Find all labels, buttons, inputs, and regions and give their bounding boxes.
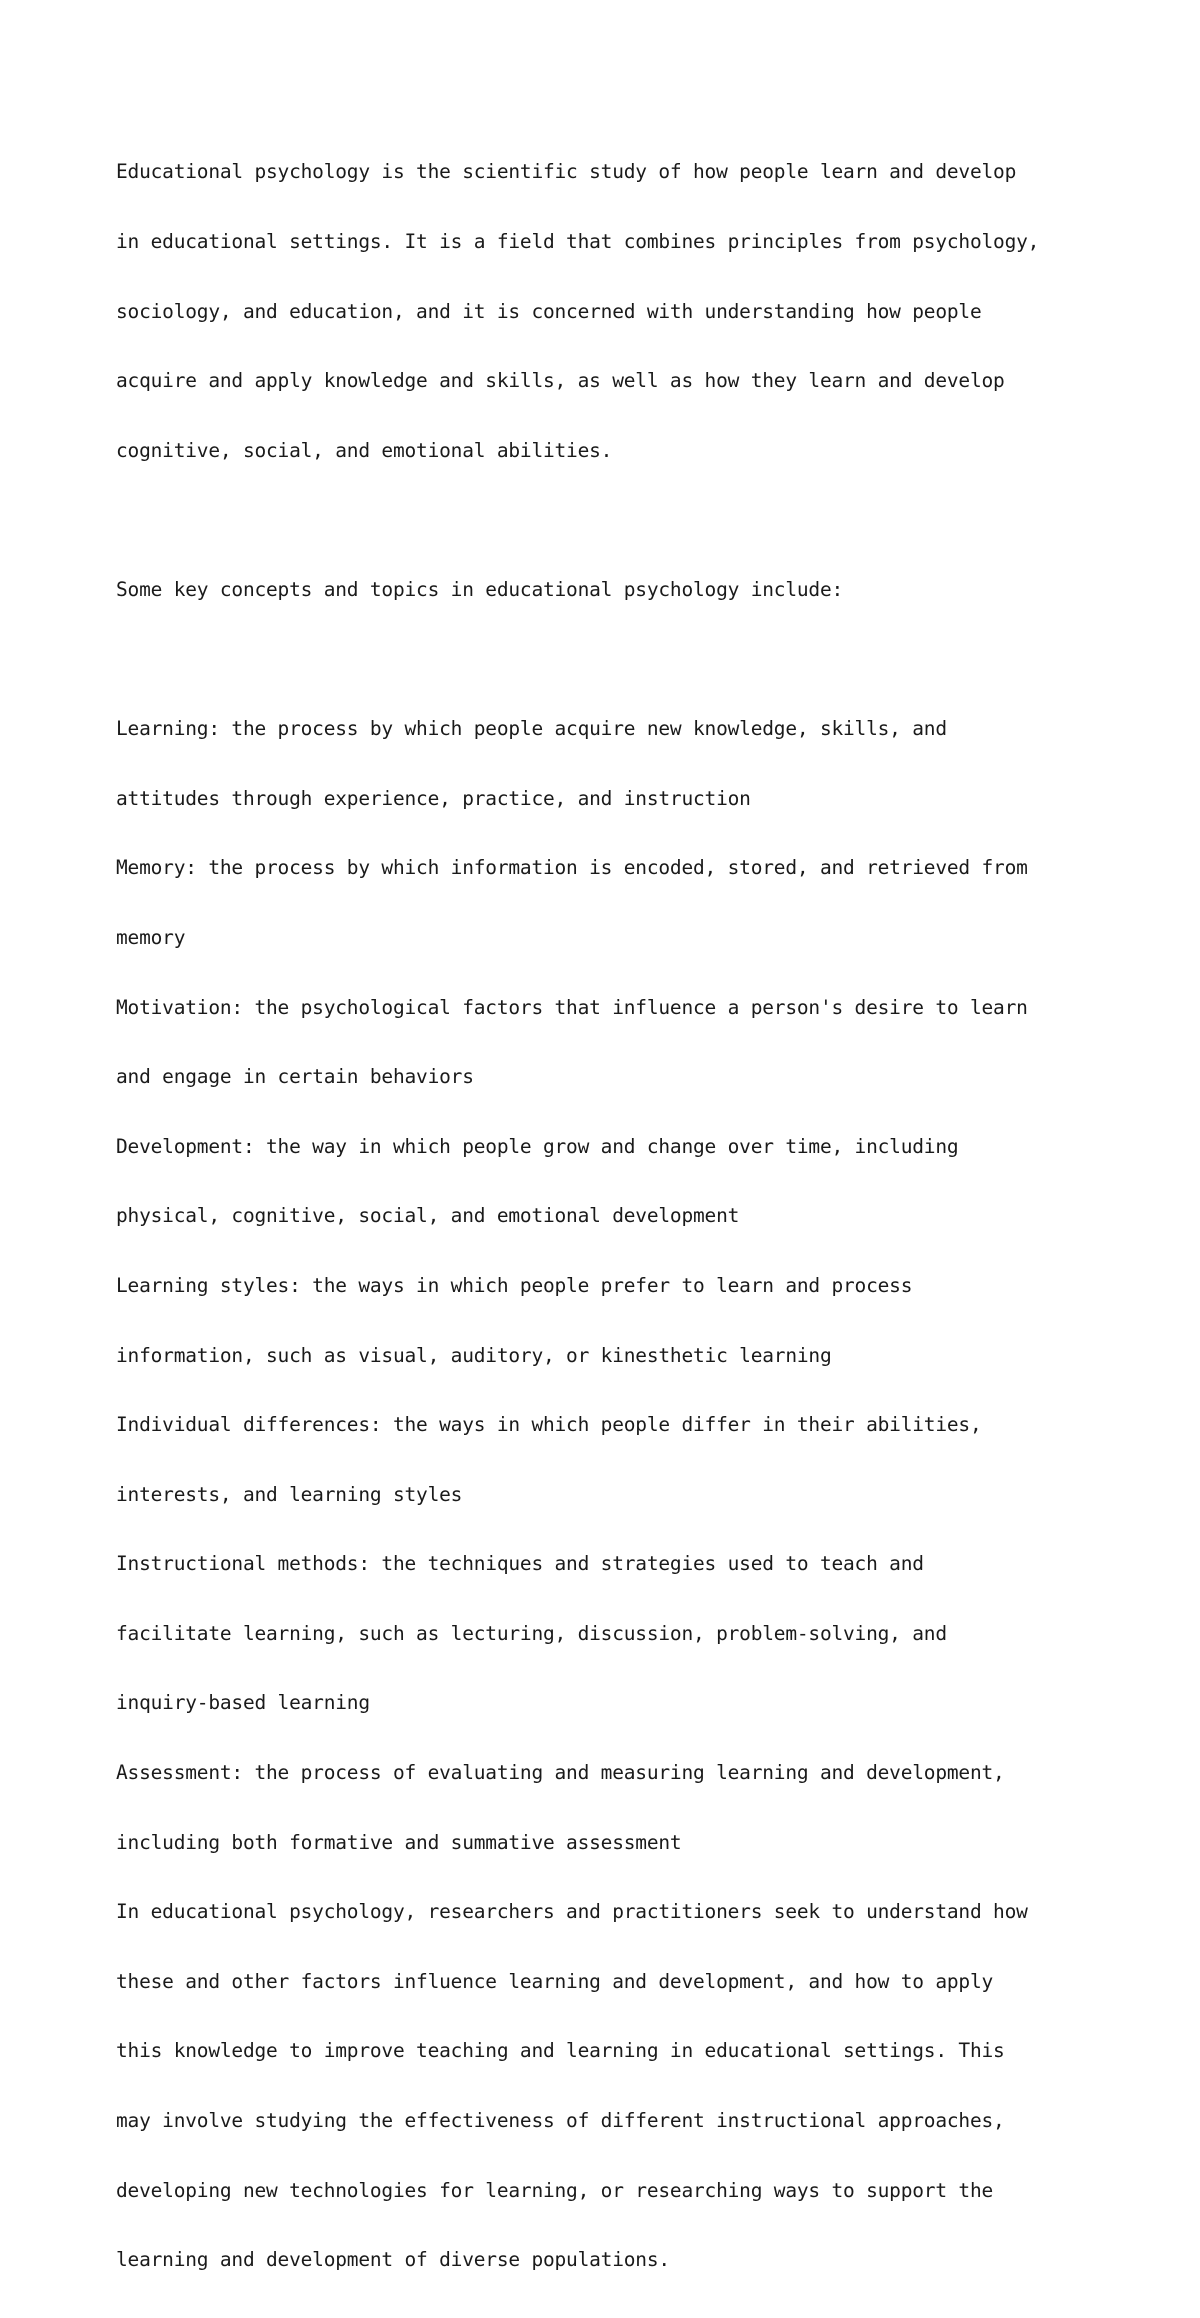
closing-line: developing new technologies for learning, or researching ways to support the <box>116 2178 994 2202</box>
topic-line: Development: the way in which people grow and change over time, including <box>116 1134 959 1158</box>
lead-in-line: Some key concepts and topics in educational psychology include: <box>116 577 844 601</box>
intro-line: sociology, and education, and it is concerned with understanding how people <box>116 299 982 323</box>
topic-line: memory <box>116 925 186 949</box>
document-text <box>116 114 1116 2318</box>
intro-line: acquire and apply knowledge and skills, as well as how they learn and develop <box>116 369 1005 393</box>
topic-line: Learning styles: the ways in which people prefer to learn and process <box>116 1273 913 1297</box>
closing-line: may involve studying the effectiveness of different instructional approaches, <box>116 2109 1005 2133</box>
topic-line: facilitate learning, such as lecturing, discussion, problem-solving, and <box>116 1621 947 1645</box>
topic-line: and engage in certain behaviors <box>116 1065 474 1089</box>
topic-line: physical, cognitive, social, and emotional development <box>116 1204 740 1228</box>
topic-line: Learning: the process by which people acquire new knowledge, skills, and <box>116 717 947 741</box>
intro-line: cognitive, social, and emotional abilities. <box>116 438 613 462</box>
topic-line: inquiry-based learning <box>116 1691 370 1715</box>
intro-line: in educational settings. It is a field that combines principles from psychology, <box>116 230 1040 253</box>
topic-line: interests, and learning styles <box>116 1482 463 1506</box>
blank-line <box>116 508 1116 531</box>
topic-line: attitudes through experience, practice, and instruction <box>116 786 751 810</box>
intro-line: Educational psychology is the scientific study of how people learn and develop <box>116 160 1017 184</box>
closing-line: these and other factors influence learning and development, and how to apply <box>116 1969 994 1993</box>
topic-line: Instructional methods: the techniques and strategies used to teach and <box>116 1552 924 1576</box>
topic-line: Motivation: the psychological factors that influence a person's desire to learn <box>116 995 1028 1019</box>
topic-line: including both formative and summative assessment <box>116 1830 682 1854</box>
blank-line <box>116 648 1116 671</box>
topic-line: Assessment: the process of evaluating and measuring learning and development, <box>116 1761 1005 1785</box>
topic-line: Memory: the process by which information is encoded, stored, and retrieved from <box>116 856 1028 880</box>
closing-line: this knowledge to improve teaching and learning in educational settings. This <box>116 2039 1005 2063</box>
topic-line: Individual differences: the ways in which people differ in their abilities, <box>116 1413 982 1437</box>
closing-line: In educational psychology, researchers and practitioners seek to understand how <box>116 1900 1028 1924</box>
topic-line: information, such as visual, auditory, or kinesthetic learning <box>116 1343 832 1367</box>
closing-line: learning and development of diverse populations. <box>116 2248 670 2272</box>
